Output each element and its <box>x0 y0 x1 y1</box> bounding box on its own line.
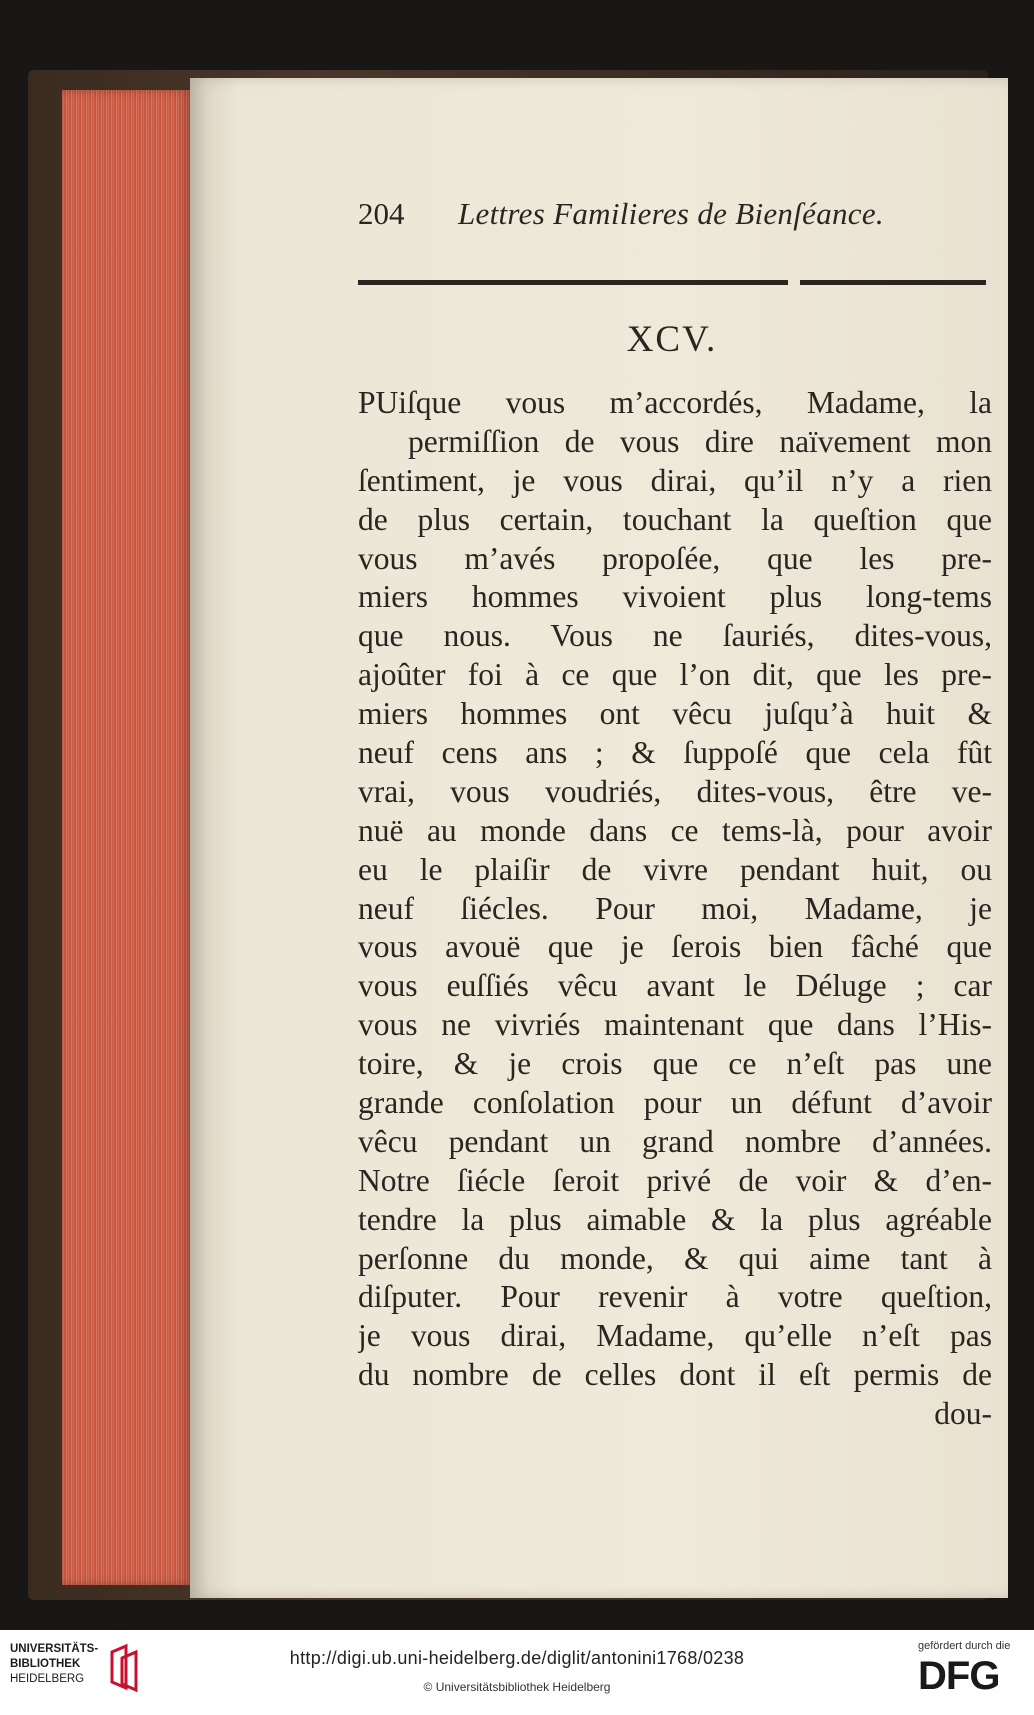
library-name-line1: UNIVERSITÄTS- <box>10 1643 99 1655</box>
funder-logo: DFG <box>918 1654 1000 1698</box>
text-line: neuf cens ans ; & ſuppoſé que cela fût <box>358 735 992 771</box>
text-line: vous ne vivriés maintenant que dans l’His- <box>358 1007 992 1043</box>
text-line: que nous. Vous ne ſauriés, dites-vous, <box>358 618 992 654</box>
chapter-heading: XCV. <box>626 319 718 360</box>
text-line: vrai, vous voudriés, dites-vous, être ve- <box>358 773 992 809</box>
header-rule-right <box>800 280 986 285</box>
footer-bar <box>0 1630 1034 1715</box>
text-line: eu le plaiſir de vivre pendant huit, ou <box>358 851 992 887</box>
text-line: perſonne du monde, & qui aime tant à <box>358 1240 992 1276</box>
text-line: diſputer. Pour revenir à votre queſtion, <box>358 1279 992 1315</box>
text-line: Notre ſiécle ſeroit privé de voir & d’en- <box>358 1162 992 1198</box>
text-line: neuf ſiécles. Pour moi, Madame, je <box>358 890 992 926</box>
permalink-url[interactable]: http://digi.ub.uni-heidelberg.de/diglit/antonini1768/0238 <box>289 1648 745 1668</box>
text-line: vêcu pendant un grand nombre d’années. <box>358 1123 992 1159</box>
funder-caption: gefördert durch die <box>918 1640 1011 1652</box>
page-number: 204 <box>358 196 405 231</box>
text-line: grande conſolation pour un défunt d’avoir <box>358 1085 992 1121</box>
library-name-line3: HEIDELBERG <box>10 1673 85 1685</box>
page-fore-edge <box>62 90 192 1585</box>
text-line: vous m’avés propoſée, que les pre- <box>358 540 992 576</box>
text-line: nuë au monde dans ce tems-là, pour avoir <box>358 812 992 848</box>
text-line: ajoûter foi à ce que l’on dit, que les pre- <box>358 657 992 693</box>
text-line: de plus certain, touchant la queſtion que <box>358 501 992 537</box>
text-line: tendre la plus aimable & la plus agréable <box>358 1201 992 1237</box>
copyright-notice: © Universitätsbibliothek Heidelberg <box>423 1680 611 1694</box>
text-line: vous avouë que je ſerois bien fâché que <box>358 929 992 965</box>
text-line: du nombre de celles dont il eſt permis de <box>358 1357 992 1393</box>
text-line: permiſſion de vous dire naïvement mon <box>408 423 992 459</box>
text-line: dou- <box>934 1396 992 1432</box>
text-line: ſentiment, je vous dirai, qu’il n’y a rien <box>358 462 992 498</box>
text-line: je vous dirai, Madame, qu’elle n’eſt pas <box>358 1318 992 1354</box>
body-text <box>358 384 992 1434</box>
text-line: toire, & je crois que ce n’eſt pas une <box>358 1046 992 1082</box>
text-line: miers hommes vivoient plus long-tems <box>358 579 992 615</box>
page-header <box>358 196 978 236</box>
text-line: miers hommes ont vêcu juſqu’à huit & <box>358 696 992 732</box>
book-page <box>190 78 1008 1598</box>
header-rule-left <box>358 280 788 285</box>
text-line: PUiſque vous m’accordés, Madame, la <box>358 385 992 420</box>
library-name-line2: BIBLIOTHEK <box>10 1658 81 1670</box>
text-line: vous euſſiés vêcu avant le Déluge ; car <box>358 968 992 1004</box>
running-head: Lettres Familieres de Bienſéance. <box>458 196 884 231</box>
